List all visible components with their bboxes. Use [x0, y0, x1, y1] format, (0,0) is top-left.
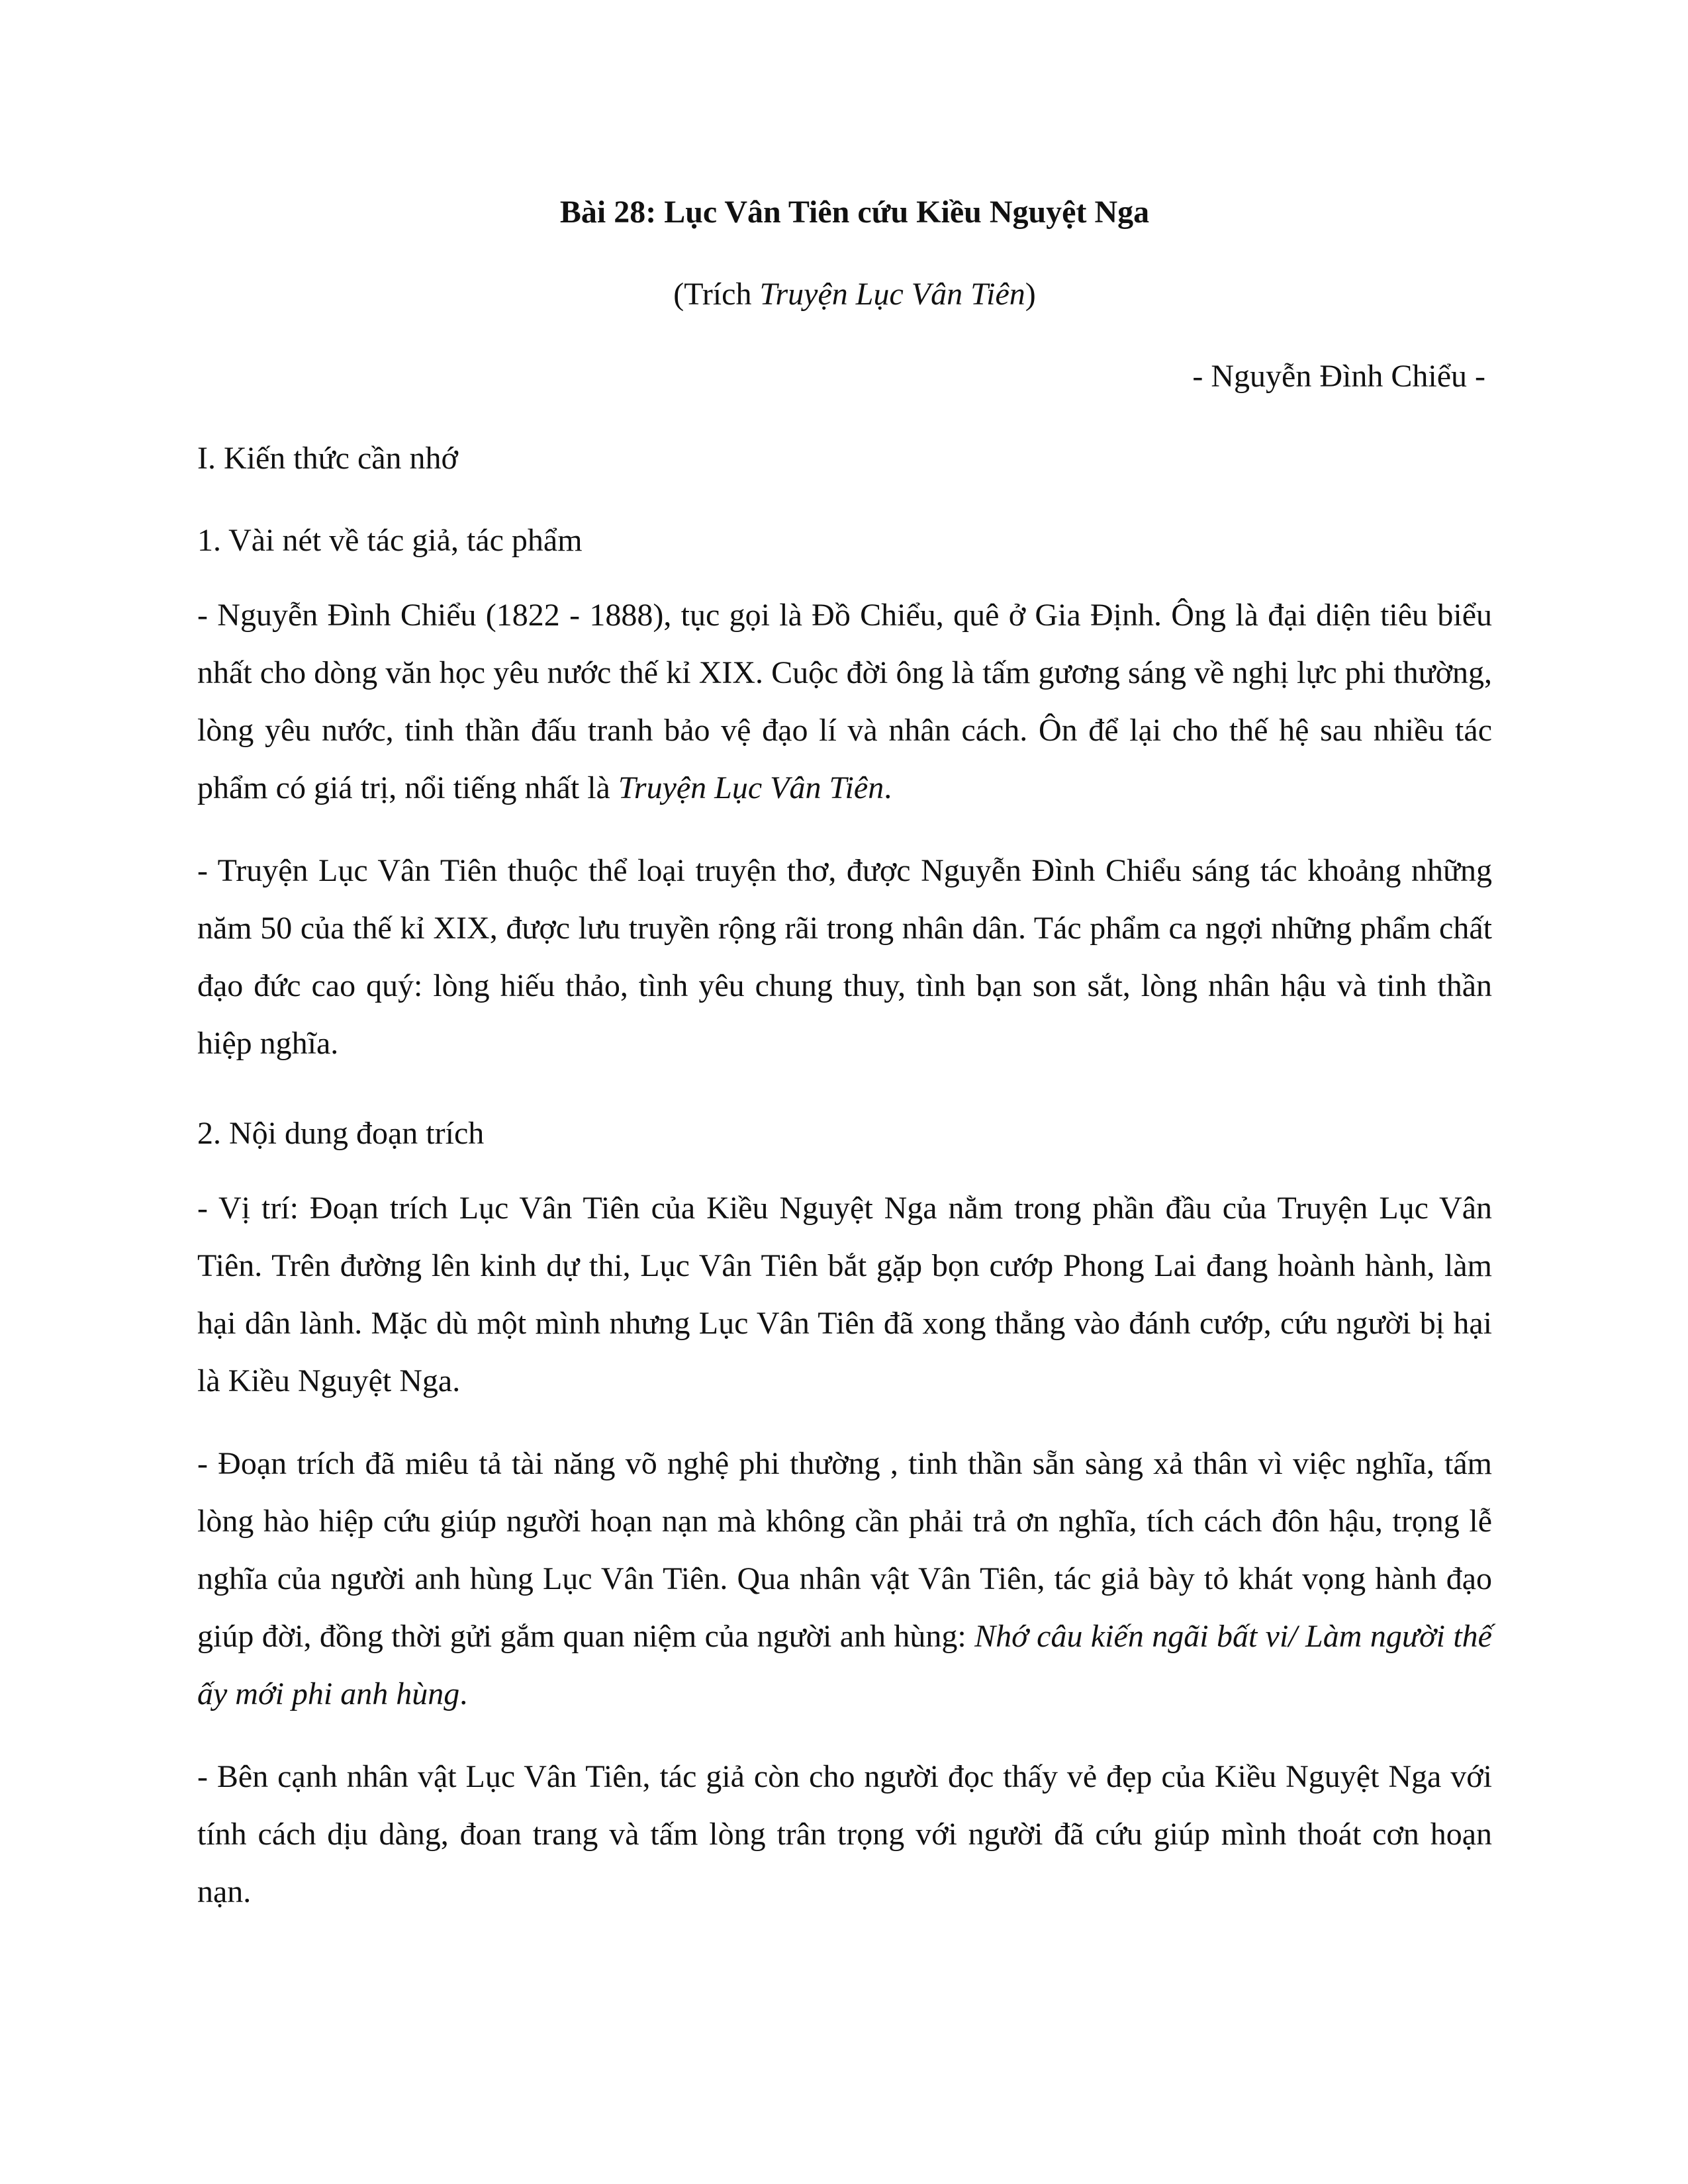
author-line: - Nguyễn Đình Chiểu -	[1192, 359, 1485, 394]
subsection-heading-author-work: 1. Vài nét về tác giả, tác phẩm	[197, 523, 583, 558]
page-title: Bài 28: Lục Vân Tiên cứu Kiều Nguyệt Nga	[559, 195, 1150, 230]
section-heading: I. Kiến thức cần nhớ	[197, 441, 458, 476]
excerpt-source-prefix: (Trích	[673, 277, 760, 312]
paragraph-author-bio-end: .	[884, 770, 892, 805]
paragraph-author-bio-text: - Nguyễn Đình Chiểu (1822 - 1888), tục gọi là Đồ Chiểu, quê ở Gia Định. Ông là đại diện tiêu biểu nhất cho dòng văn học yêu nước thế kỉ XIX. Cuộc đời ông là tấm gương sáng về nghị lực phi thường, lòng yêu nước, tinh thần đấu tranh bảo vệ đạo lí và nhân cách. Ôn để lại cho thế hệ sau nhiều tác phẩm có giá trị, nổi tiếng nhất là	[197, 598, 1492, 805]
excerpt-source	[197, 274, 1492, 315]
subsection-heading-content: 2. Nội dung đoạn trích	[197, 1116, 485, 1151]
paragraph-nguyet-nga: - Bên cạnh nhân vật Lục Vân Tiên, tác giả còn cho người đọc thấy vẻ đẹp của Kiều Nguyệt Nga với tính cách dịu dàng, đoan trang và tấm lòng trân trọng với người đã cứu giúp mình thoát cơn hoạn nạn.	[197, 1759, 1492, 1909]
excerpt-source-suffix: )	[1025, 277, 1036, 312]
paragraph-author-bio	[197, 586, 1492, 817]
paragraph-hero-text: - Đoạn trích đã miêu tả tài năng võ nghệ phi thường , tinh thần sẵn sàng xả thân vì việc nghĩa, tấm lòng hào hiệp cứu giúp người hoạn nạn mà không cần phải trả ơn nghĩa, tích cách đôn hậu, trọng lễ nghĩa của người anh hùng Lục Vân Tiên. Qua nhân vật Vân Tiên, tác giả bày tỏ khát vọng hành đạo giúp đời, đồng thời gửi gắm quan niệm của người anh hùng:	[197, 1446, 1492, 1654]
paragraph-hero-end: .	[459, 1676, 468, 1711]
paragraph-hero-quote: Nhớ câu kiến ngãi bất vi/ Làm người thế ấy mới phi anh hùng	[197, 1619, 1492, 1711]
paragraph-author-bio-work: Truyện Lục Vân Tiên	[618, 770, 884, 805]
paragraph-work-info: - Truyện Lục Vân Tiên thuộc thể loại truyện thơ, được Nguyễn Đình Chiểu sáng tác khoảng những năm 50 của thế kỉ XIX, được lưu truyền rộng rãi trong nhân dân. Tác phẩm ca ngợi những phẩm chất đạo đức cao quý: lòng hiếu thảo, tình yêu chung thuy, tình bạn son sắt, lòng nhân hậu và tinh thần hiệp nghĩa.	[197, 853, 1492, 1061]
paragraph-hero	[197, 1435, 1492, 1723]
excerpt-source-work: Truyện Lục Vân Tiên	[759, 277, 1025, 312]
document-body	[197, 192, 1492, 1921]
paragraph-position: - Vị trí: Đoạn trích Lục Vân Tiên của Kiều Nguyệt Nga nằm trong phần đầu của Truyện Lục Vân Tiên. Trên đường lên kinh dự thi, Lục Vân Tiên bắt gặp bọn cướp Phong Lai đang hoành hành, làm hại dân lành. Mặc dù một mình nhưng Lục Vân Tiên đã xong thẳng vào đánh cướp, cứu người bị hại là Kiều Nguyệt Nga.	[197, 1191, 1492, 1398]
